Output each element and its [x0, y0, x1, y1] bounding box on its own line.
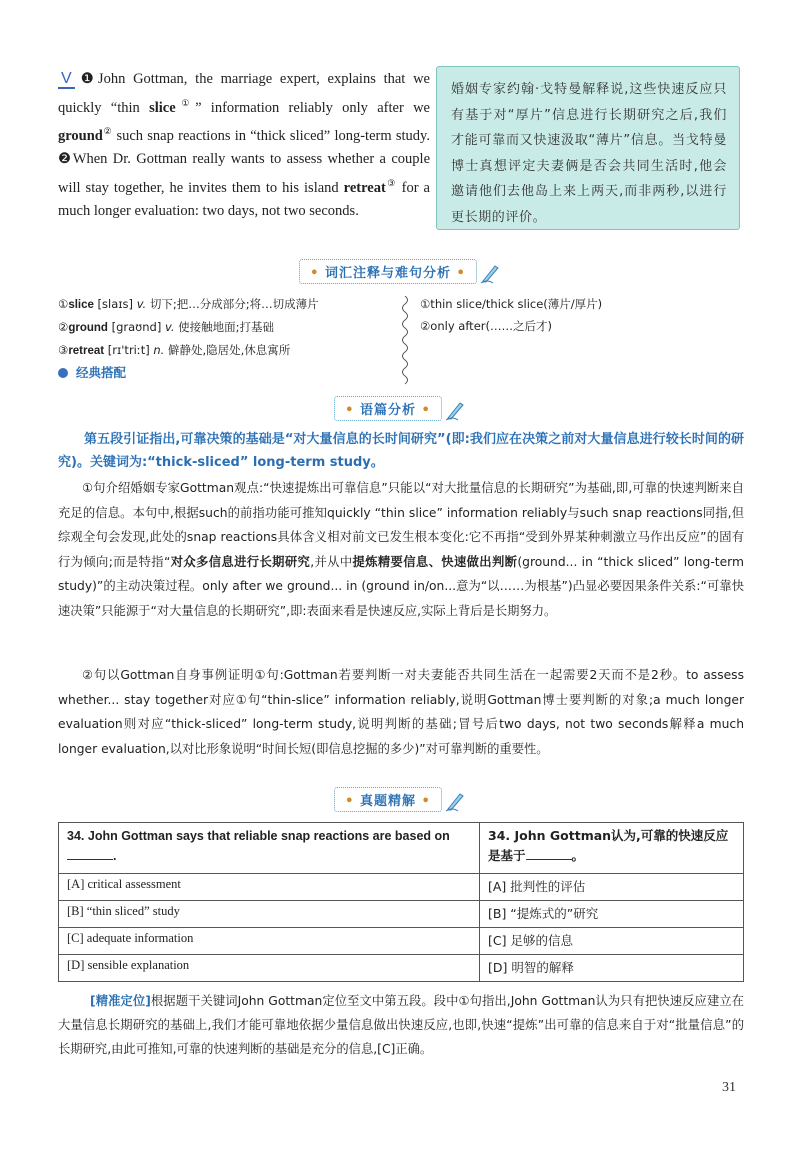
vocab-heading-text: 词汇注释与难句分析	[324, 266, 451, 281]
vocab-ipa: [slaɪs]	[97, 297, 134, 311]
vocab-num: ③	[58, 343, 69, 357]
question-stem-zh	[480, 823, 744, 874]
question-number: 34.	[67, 829, 85, 843]
stem-en-text: John Gottman says that reliable snap reactions are based on	[87, 829, 450, 843]
analysis-heading: • 语篇分析 •	[334, 396, 442, 421]
answer-blank	[67, 847, 113, 860]
answer-explanation	[58, 990, 744, 1061]
sentence-1-part-c: such snap reactions in “thick sliced” long-term study.	[112, 127, 430, 144]
sentence-2-part-b: for a much longer evaluation: two days, not two seconds.	[58, 179, 430, 220]
keyword-slice: slice	[149, 99, 176, 116]
pen-icon	[444, 399, 466, 421]
vocab-list	[58, 293, 398, 362]
stem-en-end: .	[113, 849, 117, 863]
vocab-word: slice	[68, 299, 94, 311]
keyword-ground: ground	[58, 127, 103, 144]
para1-text-a: ①句介绍婚姻专家Gottman观点:“快速提炼出可靠信息”只能以“对大批量信息的长期研究”为基础,即,可靠的快速判断来自充足的信息。本句中,根据such的前指功能可推知quickly “thin slice” information reliably与such snap reactions同指,但综观全句会发现,此处的snap reactions具体含义相对前文已发生根本变化:它不再指“受到外界某种刺激立马作出反应”的固有行为倾向;而是特指“	[58, 481, 744, 569]
sentence-2-number: ❷	[58, 151, 73, 168]
sentence-1-part-b: ” information reliably only after we	[195, 99, 430, 116]
question-stem-row	[59, 823, 744, 874]
analysis-paragraph-1	[58, 476, 744, 623]
option-row	[59, 901, 744, 928]
option-a-en: [A] critical assessment	[59, 874, 480, 901]
vocab-meaning: 切下;把…分成部分;将…切成薄片	[149, 297, 319, 311]
paragraph-marker: V	[58, 71, 75, 89]
analysis-heading-text: 语篇分析	[359, 403, 416, 418]
vocab-word: ground	[68, 322, 108, 334]
collocation-item: ①thin slice/thick slice(薄片/厚片)	[420, 297, 603, 311]
footnote-3: ③	[385, 178, 397, 189]
option-a-zh: [A] 批判性的评估	[480, 874, 744, 901]
option-c-en: [C] adequate information	[59, 928, 480, 955]
vocab-word: retreat	[68, 345, 105, 357]
option-b-en: [B] “thin sliced” study	[59, 901, 480, 928]
analysis-section-head	[0, 396, 800, 422]
question-stem-en	[59, 823, 480, 874]
option-d-zh: [D] 明智的解释	[480, 955, 744, 982]
vocab-item	[58, 339, 398, 362]
explanation-tag: [精准定位]	[90, 994, 151, 1008]
para1-bold-d: 提炼精要信息、快速做出判断	[352, 554, 518, 569]
collocation-item: ②only after(……之后才)	[420, 319, 552, 333]
stem-zh-end: 。	[571, 848, 585, 863]
vocab-heading: • 词汇注释与难句分析 •	[299, 259, 477, 284]
vocab-item	[58, 293, 398, 316]
vocab-ipa: [rɪ'triːt]	[107, 343, 150, 357]
question-heading: • 真题精解 •	[334, 787, 442, 812]
classic-collocation-label	[58, 363, 126, 381]
vocab-pos: v.	[136, 297, 147, 311]
vocab-pos: n.	[153, 343, 165, 357]
analysis-summary: 第五段引证指出,可靠决策的基础是“对大量信息的长时间研究”(即:我们应在决策之前对大量信息进行较长时间的研究)。关键词为:“thick-sliced” long-term study。	[58, 432, 744, 470]
stem-zh-text: John Gottman认为,可靠的快速反应是基于	[488, 828, 729, 863]
bullet-icon	[58, 368, 68, 378]
vocab-num: ①	[58, 297, 69, 311]
vocab-meaning: 僻静处,隐居处,休息寓所	[168, 343, 291, 357]
vocab-pos: v.	[164, 320, 175, 334]
vocab-num: ②	[58, 320, 69, 334]
answer-blank	[526, 847, 572, 860]
vocab-meaning: 使接触地面;打基础	[178, 320, 275, 334]
page-number: 31	[722, 1080, 736, 1095]
keyword-retreat: retreat	[343, 179, 386, 196]
question-section-head	[0, 787, 800, 813]
vocab-ipa: [graʊnd]	[111, 320, 162, 334]
sentence-1-part-a: John Gottman, the marriage expert, explains that we quickly “thin	[58, 71, 430, 116]
analysis-paragraph-2: ②句以Gottman自身事例证明①句:Gottman若要判断一对夫妻能否共同生活在一起需要2天而不是2秒。to assess whether... stay together对应①句“thin-slice” information reliably,说明Gottman博士要判断的对象;a much longer evaluation则对应“thick-sliced” long-term study,说明判断的基础;冒号后two days, not two seconds解释a much longer evaluation,以对比形象说明“时间长短(即信息挖掘的多少)”对可靠判断的重要性。	[58, 668, 744, 756]
para1-text-c: ,并从中	[310, 554, 353, 569]
footnote-2: ②	[102, 126, 113, 137]
question-table	[58, 822, 744, 982]
option-b-zh: [B] “提炼式的”研究	[480, 901, 744, 928]
passage-text	[58, 68, 430, 224]
option-row	[59, 928, 744, 955]
option-c-zh: [C] 足够的信息	[480, 928, 744, 955]
pen-icon	[444, 790, 466, 812]
para1-bold-b: 对众多信息进行长期研究	[170, 554, 311, 569]
sentence-1-number: ❶	[76, 71, 98, 87]
sentence-2-part-a: When Dr. Gottman really wants to assess whether a couple will stay together, he invites them to his island	[58, 151, 431, 196]
question-heading-text: 真题精解	[359, 794, 416, 809]
explanation-text: 根据题干关键词John Gottman定位至文中第五段。段中①句指出,John Gottman认为只有把快速反应建立在大量信息长期研究的基础上,我们才能可靠地依据少量信息做出快速反应,也即,快速“提炼”出可靠的信息来自于对“批量信息”的长期研究,由此可推知,可靠的快速判断的基础是充分的信息,[C]正确。	[58, 994, 744, 1056]
para1-text-e: (ground... in “thick sliced” long-term study)”的主动决策过程。only after we ground... in (ground in/on...意为“以……为根基”)凸显必要因果条件关系:“可靠快速决策”只能源于“对大量信息的长期研究”,即:表面来看是快速反应,实际上背后是长期努力。	[58, 554, 744, 618]
option-row	[59, 955, 744, 982]
option-d-en: [D] sensible explanation	[59, 955, 480, 982]
wavy-divider	[398, 296, 412, 386]
translation-box: 婚姻专家约翰·戈特曼解释说,这些快速反应只有基于对“厚片”信息进行长期研究之后,我们才能可靠而又快速汲取“薄片”信息。当戈特曼博士真想评定夫妻俩是否会共同生活时,他会邀请他们去他岛上来上两天,而非两秒,以进行更长期的评价。	[436, 66, 740, 230]
vocab-section-head	[0, 259, 800, 285]
question-number: 34.	[488, 828, 511, 843]
footnote-1: ①	[175, 97, 196, 108]
collocation-list	[420, 293, 740, 337]
classic-label-text: 经典搭配	[76, 365, 127, 380]
pen-icon	[479, 262, 501, 284]
option-row	[59, 874, 744, 901]
vocab-item	[58, 316, 398, 339]
